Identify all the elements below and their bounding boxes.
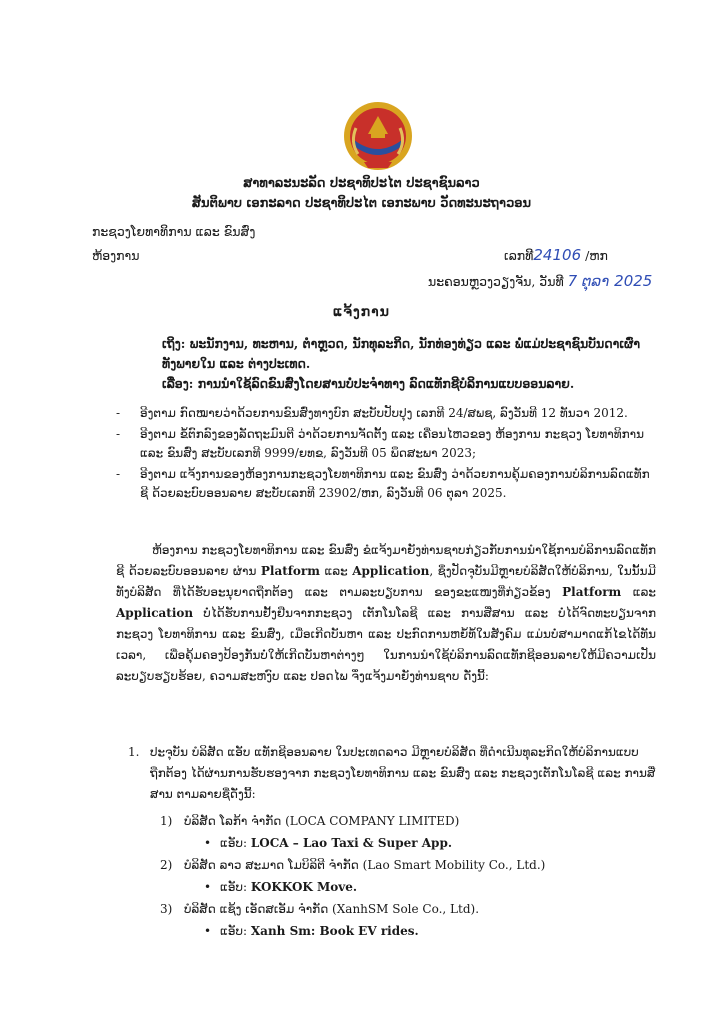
point-number: 1. — [128, 745, 140, 759]
company-app: • ແອັບ: LOCA – Lao Taxi & Super App. — [160, 832, 640, 854]
company-app: • ແອັບ: Xanh Sm: Book EV rides. — [160, 920, 640, 942]
point-text: ປະຈຸບັນ ບໍລິສັດ ແອັບ ແທັກຊີອອນລາຍ ໃນປະເທດລາວ ມີຫຼາຍບໍລິສັດ ທີ່ດຳເນີນທຸລະກິດໃຫ້ບໍລິການແບບຖືກຕ້ອງ ໄດ້ຜ່ານການຮັບຮອງຈາກ ກະຊວງໂຍທາທິການ ແລະ ຂົນສົ່ງ ແລະ ກະຊວງເຕັກໂນໂລຊີ ແລະ ການສື່ສານ ຕາມລາຍຊື່ດັ່ງນີ້: — [150, 745, 656, 801]
platform-term: Platform — [260, 564, 320, 578]
company-app: • ແອັບ: KOKKOK Move. — [160, 876, 640, 898]
reference-number: 24106 — [533, 246, 582, 264]
issue-date: 7 ຕຸລາ 2025 — [567, 272, 653, 290]
company-item: 2) ບໍລິສັດ ລາວ ສະມາດ ໂມບິລິຕີ ຈຳກັດ (Lao Smart Mobility Co., Ltd.) — [160, 858, 546, 872]
reference-label: ເລກທີ — [504, 248, 534, 263]
issuing-ministry: ກະຊວງໂຍທາທິການ ແລະ ຂົນສົ່ງ — [92, 224, 256, 239]
place-date-label: ນະຄອນຫຼວງວຽງຈັນ, ວັນທີ — [428, 274, 564, 289]
country-name: ສາທາລະນະລັດ ປະຊາທິປະໄຕ ປະຊາຊົນລາວ — [243, 176, 480, 191]
app-name: LOCA – Lao Taxi & Super App. — [250, 836, 453, 850]
document-title: ແຈ້ງການ — [333, 304, 390, 320]
company-item: 1) ບໍລິສັດ ໂລກ້າ ຈຳກັດ (LOCA COMPANY LIMITED) — [160, 814, 460, 828]
legal-references — [116, 404, 656, 505]
app-name: Xanh Sm: Book EV rides. — [250, 924, 419, 938]
subject-text: ການນຳໃຊ້ລົດຂົນສົ່ງໂດຍສານບໍ່ປະຈຳທາງ ລົດແທັກຊີບໍລິການແບບອອນລາຍ. — [197, 376, 575, 391]
application-term: Application — [352, 564, 430, 578]
bullet-icon: • — [204, 836, 212, 850]
bullet-icon: • — [204, 924, 212, 938]
subject-label: ເລື່ອງ: — [162, 376, 194, 391]
application-term: Application — [116, 606, 194, 620]
reference-number-line — [504, 246, 608, 264]
reference-suffix: /ຫກ — [585, 248, 608, 263]
recipients — [162, 334, 642, 374]
reference-item: - ອີງຕາມ ແຈ້ງການຂອງຫ້ອງການກະຊວງໂຍທາທິການ ແລະ ຂົນສົ່ງ ວ່າດ້ວຍການຄຸ້ມຄອງການບໍລິການລົດແທັກຊີ ດ້ວຍລະບົບອອນລາຍ ສະບັບເລກທີ 23902/ຫກ, ລົງວັນທີ 06 ຕຸລາ 2025. — [116, 467, 650, 500]
bullet-icon: • — [204, 880, 212, 894]
recipients-label: ເຖິງ: — [162, 336, 186, 351]
reference-item: - ອີງຕາມ ຂໍ້ຕົກລົງຂອງລັດຖະມົນຕີ ວ່າດ້ວຍການຈັດຕັ້ງ ແລະ ເຄື່ອນໄຫວຂອງ ຫ້ອງການ ກະຊວງ ໂຍທາທິການ ແລະ ຂົນສົ່ງ ສະບັບເລກທີ 9999/ຍທຂ, ລົງວັນທີ 05 ພຶດສະພາ 2023; — [116, 427, 645, 460]
point-1 — [128, 742, 658, 805]
recipients-text: ພະນັກງານ, ທະຫານ, ຕຳຫຼວດ, ນັກທຸລະກິດ, ນັກທ່ອງທ່ຽວ ແລະ ພໍ່ແມ່ປະຊາຊົນບັນດາເຜົ່າ ທັງພາຍໃນ ແລະ ຕ່າງປະເທດ. — [162, 336, 641, 371]
company-name: ບໍລິສັດ ໂລກ້າ ຈຳກັດ (LOCA COMPANY LIMITED) — [184, 814, 460, 828]
issuing-department: ຫ້ອງການ — [92, 248, 140, 263]
national-motto: ສັນຕິພາບ ເອກະລາດ ປະຊາທິປະໄຕ ເອກະພາບ ວັດທະນະຖາວອນ — [191, 196, 532, 211]
subject — [162, 376, 574, 391]
platform-term: Platform — [562, 585, 622, 599]
company-name: ບໍລິສັດ ແຊ້ງ ເອັດສເອັມ ຈຳກັດ (XanhSM Sole Co., Ltd). — [184, 902, 480, 916]
lao-national-emblem-icon — [342, 100, 414, 172]
reference-item: - ອີງຕາມ ກົດໝາຍວ່າດ້ວຍການຂົນສົ່ງທາງບົກ ສະບັບປັບປຸງ ເລກທີ 24/ສພຊ, ລົງວັນທີ 12 ທັນວາ 2012. — [116, 406, 628, 420]
company-name: ບໍລິສັດ ລາວ ສະມາດ ໂມບິລິຕີ ຈຳກັດ (Lao Smart Mobility Co., Ltd.) — [184, 858, 546, 872]
place-date-line — [428, 272, 652, 290]
body-paragraph: ຫ້ອງການ ກະຊວງໂຍທາທິການ ແລະ ຂົນສົ່ງ ຂໍແຈ້ງມາຍັງທ່ານຊາບກ່ຽວກັບການນຳໃຊ້ການບໍລິການລົດແທັກຊີ ດ້ວຍລະບົບອອນລາຍ ຜ່ານ Platform ແລະ Application, ຊຶ່ງປັດຈຸບັນມີຫຼາຍບໍລິສັດໃຫ້ບໍລິການ, ໃນນັ້ນມີທັງບໍລິສັດ ທີ່ໄດ້ຮັບອະນຸຍາດຖືກຕ້ອງ ແລະ ຕາມລະບຽບການ ຂອງຂະແໜງທີ່ກ່ຽວຂ້ອງ Platform ແລະ Application ບໍ່ໄດ້ຮັບການຢັ້ງຢືນຈາກກະຊວງ ເຕັກໂນໂລຊີ ແລະ ການສື່ສານ ແລະ ບໍ່ໄດ້ຈົດທະບຽນຈາກ ກະຊວງ ໂຍທາທິການ ແລະ ຂົນສົ່ງ, ເມື່ອເກີດບັນຫາ ແລະ ປະກົດການຫຍໍ້ທໍ້ໃນສັງຄົມ ແມ່ນບໍ່ສາມາດແກ້ໄຂໄດ້ທັນເວລາ, ເພື່ອຄຸ້ມຄອງປ້ອງກັນບໍ່ໃຫ້ເກີດບັນຫາຕ່າງໆ ໃນການນຳໃຊ້ບໍລິການລົດແທັກຊີອອນລາຍໃຫ້ມີຄວາມເປັນລະບຽບຮຽບຮ້ອຍ, ຄວາມສະຫງົບ ແລະ ປອດໄພ ຈຶ່ງແຈ້ງມາຍັງທ່ານຊາບ ດັ່ງນີ້: — [116, 543, 656, 683]
approved-company-list — [160, 810, 640, 942]
company-item: 3) ບໍລິສັດ ແຊ້ງ ເອັດສເອັມ ຈຳກັດ (XanhSM Sole Co., Ltd). — [160, 902, 480, 916]
app-name: KOKKOK Move. — [250, 880, 358, 894]
